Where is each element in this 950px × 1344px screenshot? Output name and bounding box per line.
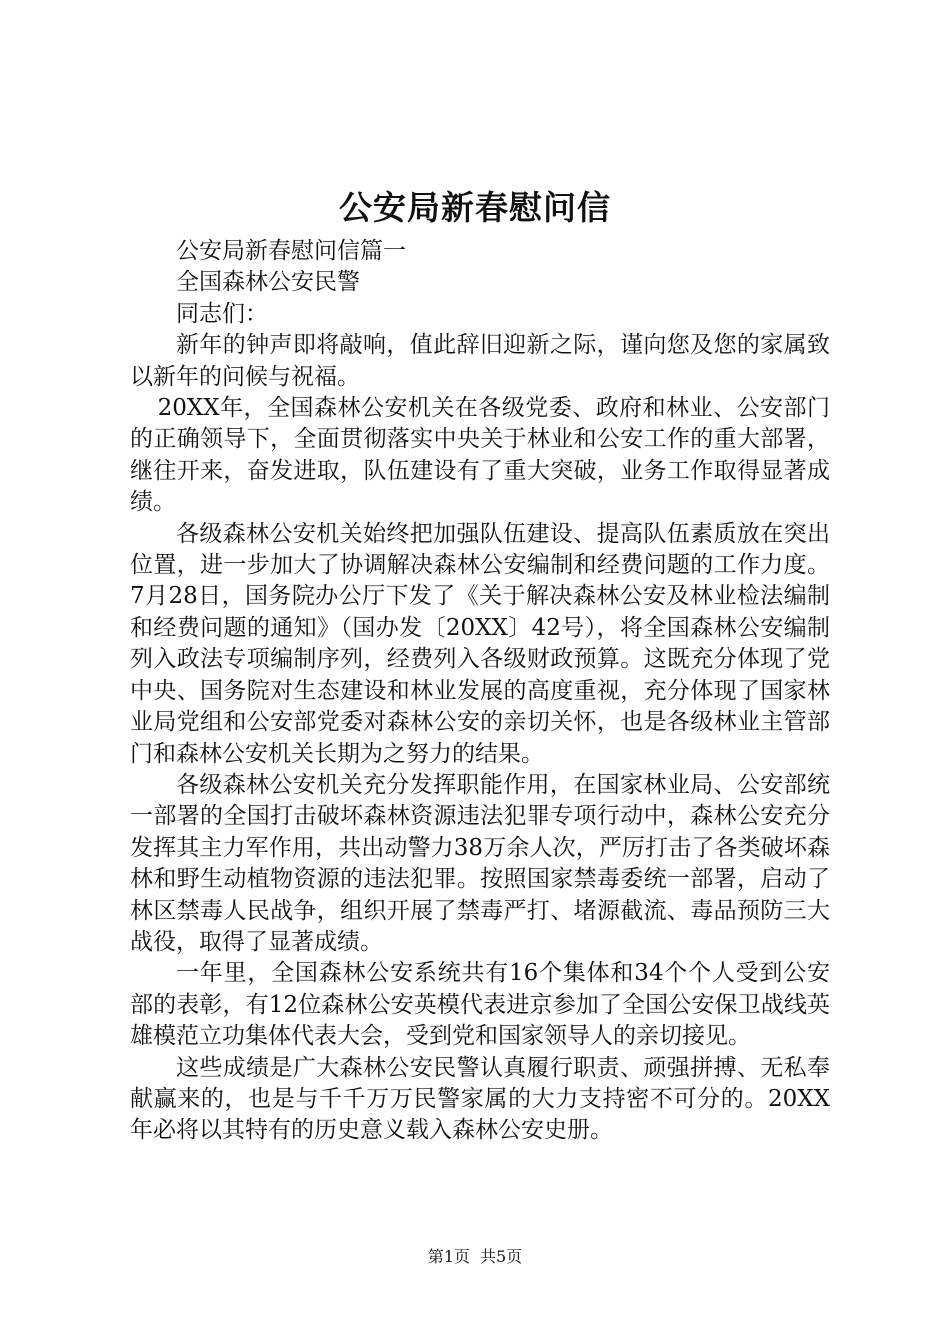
paragraph-recipient: 全国森林公安民警 [176, 269, 360, 296]
paragraph-conclusion: 这些成绩是广大森林公安民警认真履行职责、顽强拼搏、无私奉献赢来的，也是与千千万万民警家属的大力支持密不可分的。20XX年必将以其特有的历史意义载入森林公安史册。 [130, 1054, 830, 1144]
paragraph-overview: 20XX年，全国森林公安机关在各级党委、政府和林业、公安部门的正确领导下，全面贯彻落实中央关于林业和公安工作的重大部署，继往开来，奋发进取，队伍建设有了重大突破，业务工作取得显著成绩。 [130, 395, 830, 516]
paragraph-awards: 一年里，全国森林公安系统共有16个集体和34个个人受到公安部的表彰，有12位森林公安英模代表进京参加了全国公安保卫战线英雄模范立功集体代表大会，受到党和国家领导人的亲切接见。 [130, 960, 830, 1050]
paragraph-operations: 各级森林公安机关充分发挥职能作用，在国家林业局、公安部统一部署的全国打击破坏森林资源违法犯罪专项行动中，森林公安充分发挥其主力军作用，共出动警力38万余人次，严厉打击了各类破坏森林和野生动植物资源的违法犯罪。按照国家禁毒委统一部署，启动了林区禁毒人民战争，组织开展了禁毒严打、堵源截流、毒品预防三大战役，取得了显著成绩。 [130, 771, 830, 955]
paragraph-team-building: 各级森林公安机关始终把加强队伍建设、提高队伍素质放在突出位置，进一步加大了协调解决森林公安编制和经费问题的工作力度。7月28日，国务院办公厅下发了《关于解决森林公安及林业检法编制和经费问题的通知》（国办发〔20XX〕42号），将全国森林公安编制列入政法专项编制序列，经费列入各级财政预算。这既充分体现了党中央、国务院对生态建设和林业发展的高度重视，充分体现了国家林业局党组和公安部党委对森林公安的亲切关怀，也是各级林业主管部门和森林公安机关长期为之努力的结果。 [130, 520, 830, 767]
page-total: 共5页 [480, 1247, 523, 1266]
page-footer [0, 1247, 950, 1267]
paragraph-heading: 公安局新春慰问信篇一 [176, 238, 406, 264]
document-body [130, 236, 830, 1147]
paragraph-salutation: 同志们： [176, 300, 268, 327]
document-title: 公安局新春慰问信 [339, 188, 611, 227]
page-number: 第1页 [427, 1247, 470, 1266]
paragraph-greeting: 新年的钟声即将敲响，值此辞旧迎新之际，谨向您及您的家属致以新年的问候与祝福。 [130, 332, 830, 390]
